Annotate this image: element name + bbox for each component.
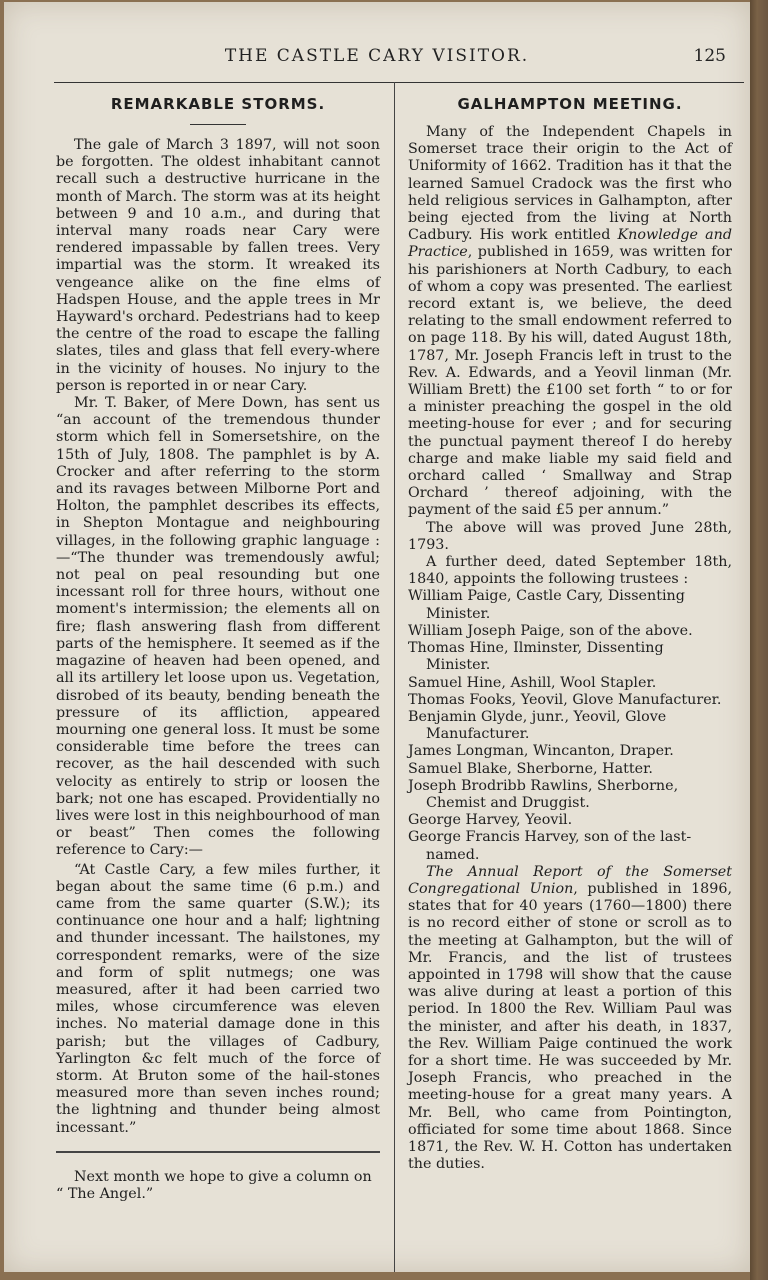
book-edge [750,0,768,1280]
right-column [408,94,732,1173]
galhampton-paragraph-4 [408,864,732,1174]
storms-paragraph-3: “At Castle Cary, a few miles further, it began about the same time (6 p.m.) and came from the same quarter (S.W.); its continuance one hour and a half; lightning and thunder incessant. The hailstones, my correspondent remarks, were of the size and form of split nutmegs; one was measured, after it had been carried two miles, whose circumference was eleven inches. No material damage done in this parish; but the villages of Cadbury, Yarlington &c felt much of the force of storm. At Bruton some of the hail-stones measured more than seven inches round; the lightning and thunder being almost incessant.” [56,861,380,1136]
article-title-storms: REMARKABLE STORMS. [110,95,326,113]
page-number: 125 [693,46,726,66]
galhampton-paragraph-2: The above will was proved June 28th, 1793. [408,519,732,553]
galhampton-paragraph-3: A further deed, dated September 18th, 1840, appoints the following trustees : [408,554,732,588]
next-month-notice: Next month we hope to give a column on “ The Angel.” [56,1168,372,1202]
trustee-item: George Francis Harvey, son of the last-named. [408,829,692,863]
storms-paragraph-2: Mr. T. Baker, of Mere Down, has sent us “an account of the tremendous thunder storm which fell in Somersetshire, on the 15th of July, 1808. The pamphlet is by A. Crocker and after referring to the storm and its ravages between Milborne Port and Holton, the pamphlet describes its effects, in Shepton Montague and neighbouring villages, in the following graphic language :—“The thunder was tremendously awful; not peal on peal resounding but one incessant roll for three hours, without one moment's intermission; the elements all on fire; flash answering flash from different parts of the hemisphere. It seemed as if the magazine of heaven had been opened, and all its artillery let loose upon us. Vegetation, disrobed of its beauty, bending beneath the pressure of its affliction, appeared mourning one general loss. It must be some considerable time before the trees can recover, as the hail descended with such velocity as entirely to strip or loosen the bark; not one has escaped. Providentially no lives were lost in this neighbourhood of man or beast” Then comes the following reference to Cary:— [56,395,380,859]
trustee-item: James Longman, Wincanton, Draper. [408,743,674,760]
trustee-item: Joseph Brodribb Rawlins, Sherborne, Chemist and Druggist. [408,777,679,811]
trustee-item: William Joseph Paige, son of the above. [408,622,693,639]
trustee-item: Thomas Hine, Ilminster, Dissenting Minister. [408,640,664,674]
column-divider [394,82,395,1272]
header-rule [54,82,744,83]
book-page [4,2,750,1272]
storms-paragraph-1: The gale of March 3 1897, will not soon be forgotten. The oldest inhabitant cannot recall such a destructive hurricane in the month of March. The storm was at its height between 9 and 10 a.m., and during that interval many roads near Cary were rendered impassable by fallen trees. Very impartial was the storm. It wreaked its vengeance alike on the fine elms of Hadspen House, and the apple trees in Mr Hayward's orchard. Pedestrians had to keep the centre of the road to escape the falling slates, tiles and glass that fell every-where in the vicinity of houses. No injury to the person is reported in or near Cary. [56,137,380,394]
trustee-item: Samuel Hine, Ashill, Wool Stapler. [408,674,657,691]
trustee-item: Benjamin Glyde, junr., Yeovil, Glove Manufacturer. [408,708,667,743]
book-title-knowledge-and-practice: Knowledge and Practice [408,227,732,261]
p1-text-a: Many of the Independent Chapels in Somerset trace their origin to the Act of Uniformity of 1662. Tradition has it that the learned Samuel Cradock was the first who held religious services in Galhampton, after being ejected from the living at North Cadbury. His work entitled [408,124,732,244]
galhampton-paragraph-1 [408,124,732,520]
article-title-galhampton: GALHAMPTON MEETING. [457,95,683,113]
page-header [4,46,750,70]
running-title: THE CASTLE CARY VISITOR. [224,46,530,66]
p4-text: , published in 1896, states that for 40 years (1760—1800) there is no record either of stone or scroll as to the meeting at Galhampton, but the will of Mr. Francis, and the list of trustees appointed in 1798 will show that the cause was alive during at least a portion of this period. In 1800 the Rev. William Paul was the minister, and after his death, in 1837, the Rev. William Paige continued the work for a short time. He was succeeded by Mr. Joseph Francis, who preached in the meeting-house for a great many years. A Mr. Bell, who came from Pointington, officiated for some time about 1868. Since 1871, the Rev. W. H. Cotton has undertaken the duties. [408,880,732,1173]
section-end-rule [56,1151,380,1153]
trustee-item: Thomas Fooks, Yeovil, Glove Manufacturer. [408,691,722,708]
title-rule [190,124,246,125]
trustee-item: George Harvey, Yeovil. [408,812,573,829]
trustee-list [408,588,732,863]
trustee-item: Samuel Blake, Sherborne, Hatter. [408,760,653,777]
left-column [56,94,380,1203]
report-title: The Annual Report of the Somerset Congregational Union [408,863,732,897]
trustee-item: William Paige, Castle Cary, Dissenting Minister. [408,588,685,622]
p1-text-b: , published in 1659, was written for his parishioners at North Cadbury, to each of whom a copy was presented. The earliest record extant is, we believe, the deed relating to the small endowment referred to on page 118. By his will, dated August 18th, 1787, Mr. Joseph Francis left in trust to the Rev. A. Edwards, and a Yeovil linman (Mr. William Brett) the £100 set forth “ to or for a minister preaching the gospel in the old meeting-house for ever ; and for securing the punctual payment thereof I do hereby charge and make liable my said field and orchard called ‘ Smallway and Strap Orchard ’ thereof adjoining, with the payment of the said £5 per annum.” [408,244,732,519]
